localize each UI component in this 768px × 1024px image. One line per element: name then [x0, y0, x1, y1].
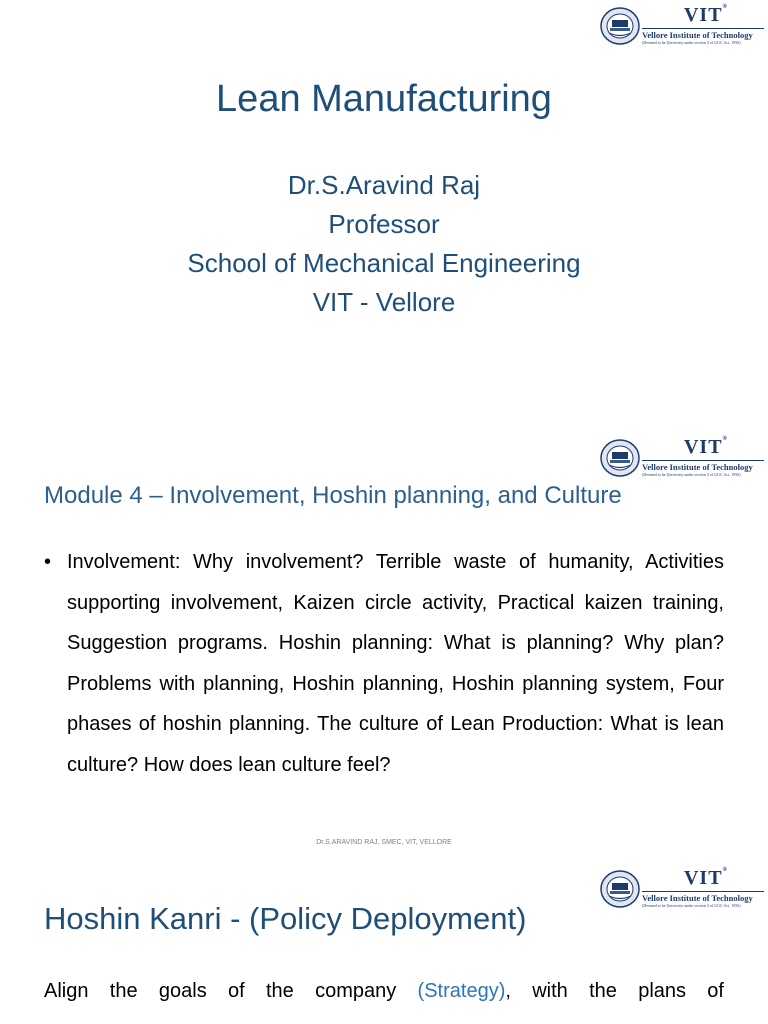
logo-institute-name: Vellore Institute of Technology [642, 893, 753, 903]
bullet-item [44, 542, 724, 785]
slide-hoshin [0, 856, 768, 1024]
vit-logo [596, 868, 768, 912]
vit-seal-icon [600, 439, 640, 477]
body-text-end: , with the plans of [505, 980, 724, 1002]
vit-seal-icon [600, 7, 640, 45]
vit-logo [596, 5, 768, 49]
logo-rule [642, 460, 764, 461]
strategy-highlight: (Strategy) [417, 980, 506, 1002]
author-role: Professor [328, 209, 440, 239]
vit-seal-icon [600, 870, 640, 908]
logo-institute-name: Vellore Institute of Technology [642, 462, 753, 472]
slide-module [0, 424, 768, 856]
author-name: Dr.S.Aravind Raj [287, 170, 481, 200]
bullet-text: Involvement: Why involvement? Terrible waste of humanity, Activities supporting involvement, Kaizen circle activity, Practical kaizen training, Suggestion programs. Hoshin planning: What is planning? Why plan? Problems with planning, Hoshin planning, Hoshin planning system, Four phases of hoshin planning. The culture of Lean Production: What is lean culture? How does lean culture feel? [67, 551, 724, 776]
module-heading: Module 4 – Involvement, Hoshin planning, and Culture [44, 482, 622, 509]
vit-wordmark: VIT® [683, 867, 729, 889]
author-school: School of Mechanical Engineering [187, 248, 581, 278]
slide-footer: Dr.S.ARAVIND RAJ, SMEC, VIT, VELLORE [316, 839, 452, 846]
vit-wordmark: VIT® [683, 4, 729, 26]
section-heading: Hoshin Kanri - (Policy Deployment) [44, 901, 527, 936]
author-institute: VIT - Vellore [312, 287, 456, 317]
author-block [0, 166, 768, 322]
logo-rule [642, 28, 764, 29]
body-text-start: Align the goals of the company [44, 980, 418, 1002]
vit-logo [596, 437, 768, 481]
slide-title [0, 0, 768, 424]
logo-tagline: (Deemed to be University under section 3 of UGC Act, 1956) [642, 903, 741, 908]
logo-tagline: (Deemed to be University under section 3 of UGC Act, 1956) [642, 40, 741, 45]
logo-institute-name: Vellore Institute of Technology [642, 30, 753, 40]
bullet-marker: • [44, 551, 52, 573]
page-title: Lean Manufacturing [216, 78, 552, 120]
logo-tagline: (Deemed to be University under section 3 of UGC Act, 1956) [642, 472, 741, 477]
body-text [44, 980, 724, 1003]
vit-wordmark: VIT® [683, 436, 729, 458]
logo-rule [642, 891, 764, 892]
